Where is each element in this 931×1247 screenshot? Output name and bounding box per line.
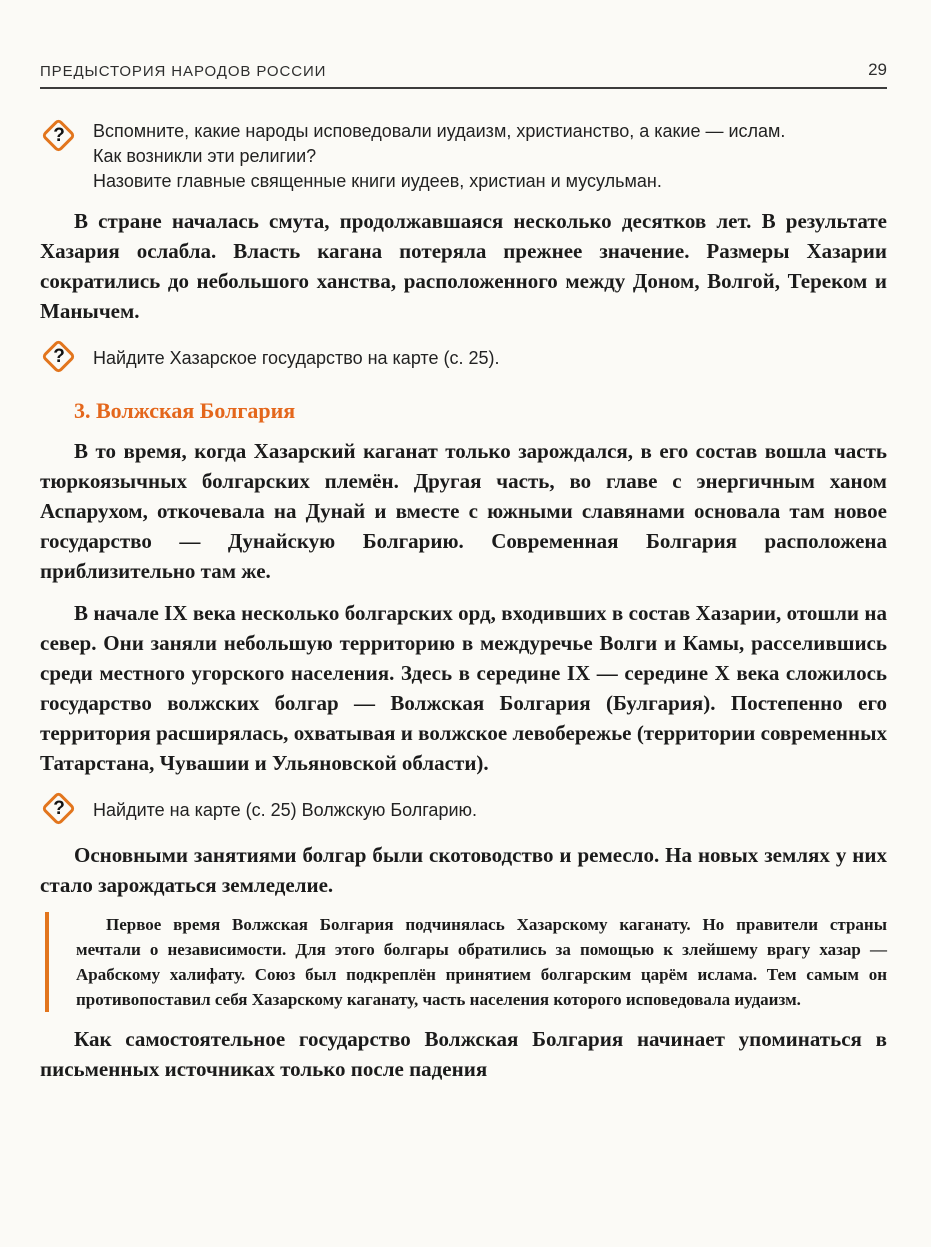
question-block-map-khazaria: [40, 338, 887, 376]
paragraph-volga-bulgaria-formation: В начале IX века несколько болгарских орд, входивших в состав Хазарии, отошли на север. Они заняли небольшую территорию в междуречье Волги и Камы, расселившись среди местного угорского населения. Здесь в середине IX — середине X века сложилось государство волжских болгар — Волжская Болгария (Булгария). Постепенно его территория расширялась, охватывая и волжское левобережье (территории современных Татарстана, Чувашии и Ульяновской области).: [40, 601, 887, 775]
question-block-map-bulgaria: [40, 790, 887, 828]
question-diamond-icon: [40, 117, 78, 155]
question-mark-glyph: ?: [53, 346, 65, 367]
question-mark-glyph: ?: [53, 125, 65, 146]
question-diamond-icon: [40, 338, 78, 376]
question-text: Найдите Хазарское государство на карте (с. 25).: [93, 347, 500, 368]
paragraph-bulgar-occupations: Основными занятиями болгар были скотоводство и ремесло. На новых землях у них стало зарождаться земледелие.: [40, 843, 887, 897]
page-number: 29: [868, 60, 887, 79]
section-heading-volga-bulgaria: 3. Волжская Болгария: [74, 398, 296, 423]
question-line: Назовите главные священные книги иудеев, христиан и мусульман.: [93, 171, 662, 191]
question-block-religions: [40, 117, 887, 194]
question-mark-glyph: ?: [53, 798, 65, 819]
sidebar-note-islam-adoption: Первое время Волжская Болгария подчинялась Хазарскому каганату. Но правители страны мечтали о независимости. Для этого болгары обратились за помощью к злейшему врагу хазар — Арабскому халифату. Союз был подкреплён принятием болгарским царём ислама. Тем самым он противопоставил себя Хазарскому каганату, часть населения которого исповедовала иудаизм.: [45, 912, 887, 1012]
running-head: ПРЕДЫСТОРИЯ НАРОДОВ РОССИИ: [40, 63, 327, 80]
question-line: Вспомните, какие народы исповедовали иудаизм, христианство, а какие — ислам.: [93, 121, 786, 141]
question-text: Найдите на карте (с. 25) Волжскую Болгарию.: [93, 799, 478, 820]
page-header: [40, 60, 887, 89]
paragraph-bulgar-tribes: В то время, когда Хазарский каганат только зарождался, в его состав вошла часть тюркоязычных болгарских племён. Другая часть, во главе с энергичным ханом Аспарухом, откочевала на Дунай и вместе с южными славянами основала там новое государство — Дунайскую Болгарию. Современная Болгария расположена приблизительно там же.: [40, 439, 887, 583]
paragraph-khazaria-decline: В стране началась смута, продолжавшаяся несколько десятков лет. В результате Хазария ослабла. Власть кагана потеряла прежнее значение. Размеры Хазарии сократились до небольшого ханства, расположенного между Доном, Волгой, Тереком и Манычем.: [40, 209, 887, 323]
question-diamond-icon: [40, 790, 78, 828]
question-text: [93, 117, 785, 194]
question-line: Как возникли эти религии?: [93, 146, 317, 166]
paragraph-written-sources: Как самостоятельное государство Волжская Болгария начинает упоминаться в письменных источниках только после падения: [40, 1027, 887, 1081]
